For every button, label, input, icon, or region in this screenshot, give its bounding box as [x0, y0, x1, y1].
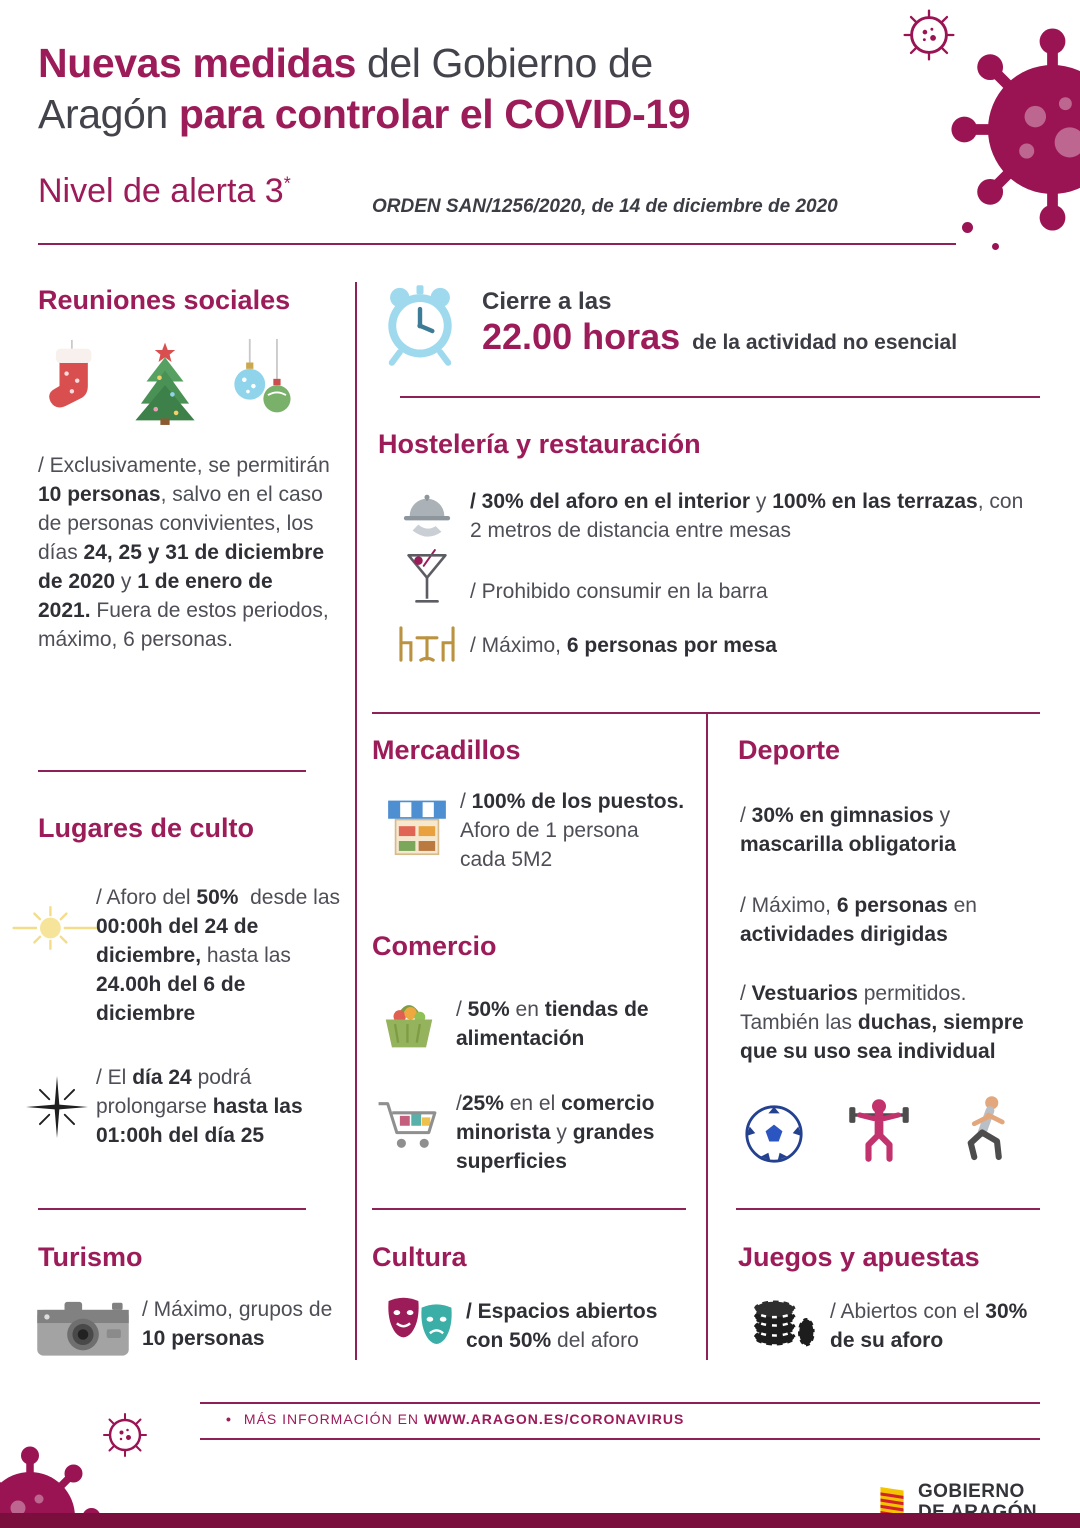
culto-item-2: / El día 24 podrá prolongarse hasta las 01:00h del día 25 [96, 1066, 303, 1147]
star-icon [26, 1076, 88, 1138]
section-heading-hosteleria: Hostelería y restauración [378, 429, 701, 459]
section-heading-turismo: Turismo [38, 1242, 143, 1272]
section-heading-reuniones: Reuniones sociales [38, 285, 291, 315]
alarm-clock-icon [376, 280, 464, 368]
divider-vertical-2 [706, 714, 708, 1360]
bottom-bar [0, 1513, 1080, 1528]
divider-mid [372, 712, 1040, 714]
hosteleria-item-2: / Prohibido consumir en la barra [470, 580, 768, 603]
section-heading-juegos: Juegos y apuestas [738, 1242, 980, 1272]
deporte-item-2: / Máximo, 6 personas en actividades dirigidas [740, 894, 977, 946]
cultura-item: / Espacios abiertos con 50% del aforo [466, 1300, 658, 1352]
deporte-item-3: / Vestuarios permitidos. También las duchas, siempre que su uso sea individual [740, 982, 1024, 1063]
section-heading-deporte: Deporte [738, 735, 841, 765]
hosteleria-item-1: / 30% del aforo en el interior y 100% en las terrazas, con 2 metros de distancia entre mesas [470, 490, 1024, 542]
footer-info-prefix: MÁS INFORMACIÓN EN [243, 1411, 424, 1427]
closure-intro: Cierre a las [482, 288, 612, 315]
theater-masks-icon [382, 1296, 458, 1354]
hosteleria-item-3: / Máximo, 6 personas por mesa [470, 634, 777, 657]
section-heading-mercadillos: Mercadillos [372, 735, 521, 765]
sports-icons-row [744, 1094, 1012, 1164]
divider-left-2 [38, 1208, 306, 1210]
reuniones-body: / Exclusivamente, se permitirán 10 personas, salvo en el caso de personas convivientes, los días 24, 25 y 31 de diciembre de 2020 y 1 de enero de 2021. Fuera de estos periodos, máximo, 6 personas. [38, 454, 330, 651]
divider-vertical-1 [355, 282, 357, 1360]
divider-footer-bottom [200, 1438, 1040, 1440]
alert-level-text: Nivel de alerta 3 [38, 172, 284, 210]
divider-footer-top [200, 1402, 1040, 1404]
closure-time: 22.00 horas [482, 316, 681, 357]
virus-icon [100, 1410, 150, 1460]
virus-dot [962, 222, 973, 233]
shopping-cart-icon [374, 1092, 444, 1158]
divider-header [38, 243, 956, 245]
closure-line [482, 316, 1040, 358]
title-accent-1: Nuevas medidas [38, 40, 356, 86]
section-heading-comercio: Comercio [372, 931, 497, 961]
soccer-ball-icon [744, 1104, 804, 1164]
cocktail-glass-icon [404, 548, 450, 610]
food-basket-icon [378, 992, 440, 1050]
section-heading-cultura: Cultura [372, 1242, 467, 1272]
culto-item-1: / Aforo del 50% desde las 00:00h del 24 de diciembre, hasta las 24.00h del 6 de diciembre [96, 886, 341, 1025]
christmas-stocking-icon [40, 338, 102, 426]
divider-bottom-right [736, 1208, 1040, 1210]
title-plain-2: Aragón [38, 90, 179, 137]
divider-closure [400, 396, 1040, 398]
turismo-item: / Máximo, grupos de 10 personas [142, 1298, 333, 1350]
runner-icon [954, 1094, 1012, 1164]
poker-chips-icon [748, 1294, 818, 1352]
title-plain-1: del Gobierno de [356, 40, 653, 86]
serving-tray-icon [398, 490, 456, 542]
christmas-tree-icon [128, 336, 202, 426]
sun-icon [12, 902, 100, 954]
logo-line-1: GOBIERNO [918, 1481, 1025, 1502]
title-accent-2: para controlar el COVID-19 [178, 90, 691, 137]
order-reference: ORDEN SAN/1256/2020, de 14 de diciembre de 2020 [372, 196, 838, 217]
weight-lifter-icon [846, 1094, 912, 1164]
christmas-icons-row [40, 336, 296, 426]
ornaments-icon [228, 338, 296, 426]
divider-bottom-mid [372, 1208, 686, 1210]
comercio-item-2: /25% en el comercio minorista y grandes superficies [456, 1092, 655, 1173]
alert-asterisk: * [283, 173, 291, 194]
page-title [38, 38, 938, 140]
footer-info-url[interactable]: WWW.ARAGON.ES/CORONAVIRUS [423, 1411, 685, 1427]
virus-dot [992, 243, 999, 250]
alert-level [38, 172, 291, 211]
footer-bullet: • [226, 1411, 232, 1427]
virus-icon [945, 22, 1080, 237]
divider-left-1 [38, 770, 306, 772]
mercadillos-item: / 100% de los puestos. Aforo de 1 persona cada 5M2 [460, 790, 685, 871]
deporte-item-1: / 30% en gimnasios y mascarilla obligatoria [740, 804, 956, 856]
comercio-item-1: / 50% en tiendas de alimentación [456, 998, 649, 1050]
section-heading-culto: Lugares de culto [38, 813, 255, 843]
camera-icon [34, 1294, 132, 1360]
table-and-chairs-icon [396, 622, 458, 666]
footer-info [226, 1411, 684, 1427]
market-stall-icon [384, 794, 450, 860]
closure-scope: de la actividad no esencial [692, 331, 958, 354]
juegos-item: / Abiertos con el 30% de su aforo [830, 1300, 1028, 1352]
